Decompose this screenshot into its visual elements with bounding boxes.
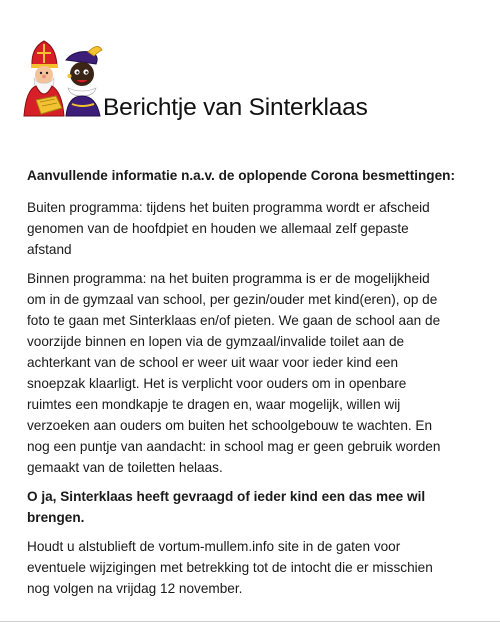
paragraph-line: afstand: [27, 242, 72, 257]
paragraph-list: [27, 197, 487, 599]
paragraph-line: eventuele wijzigingen met betrekking tot de intocht die er misschien: [27, 560, 433, 575]
paragraph-line: verzoeken aan ouders om buiten het schoolgebouw te wachten. En: [27, 418, 433, 433]
document-body: [27, 165, 487, 607]
paragraph: [27, 486, 487, 528]
paragraph: [27, 536, 487, 599]
paragraph-line: nog volgen na vrijdag 12 november.: [27, 581, 243, 596]
paragraph-line: brengen.: [27, 510, 85, 525]
paragraph-line: O ja, Sinterklaas heeft gevraagd of ieder kind een das mee wil: [27, 489, 426, 504]
paragraph-line: Binnen programma: na het buiten programma is er de mogelijkheid: [27, 271, 430, 286]
section-heading: Aanvullende informatie n.a.v. de oplopende Corona besmettingen:: [27, 168, 456, 183]
paragraph-line: nog een puntje van aandacht: in school mag er geen gebruik worden: [27, 439, 441, 454]
page-title: Berichtje van Sinterklaas: [103, 94, 368, 121]
paragraph-line: gemaakt van de toiletten helaas.: [27, 460, 223, 475]
page-divider: [0, 621, 500, 622]
sinterklaas-piet-illustration: [22, 38, 104, 118]
paragraph-line: Houdt u alstublieft de vortum-mullem.info site in de gaten voor: [27, 539, 401, 554]
paragraph-line: om in de gymzaal van school, per gezin/ouder met kind(eren), op de: [27, 292, 438, 307]
paragraph: [27, 197, 487, 260]
paragraph-line: foto te gaan met Sinterklaas en/of pieten. We gaan de school aan de: [27, 313, 441, 328]
paragraph-line: genomen van de hoofdpiet en houden we allemaal zelf gepaste: [27, 221, 409, 236]
paragraph-line: achterkant van de school er weer uit waar voor ieder kind een: [27, 355, 399, 370]
paragraph-line: voorzijde binnen en lopen via de gymzaal/invalide toilet aan de: [27, 334, 405, 349]
paragraph-line: snoepzak klaarligt. Het is verplicht voor ouders om in openbare: [27, 376, 407, 391]
paragraph-line: Buiten programma: tijdens het buiten programma wordt er afscheid: [27, 200, 430, 215]
paragraph: [27, 268, 487, 478]
paragraph-line: ruimtes een mondkapje te dragen en, waar mogelijk, willen wij: [27, 397, 401, 412]
